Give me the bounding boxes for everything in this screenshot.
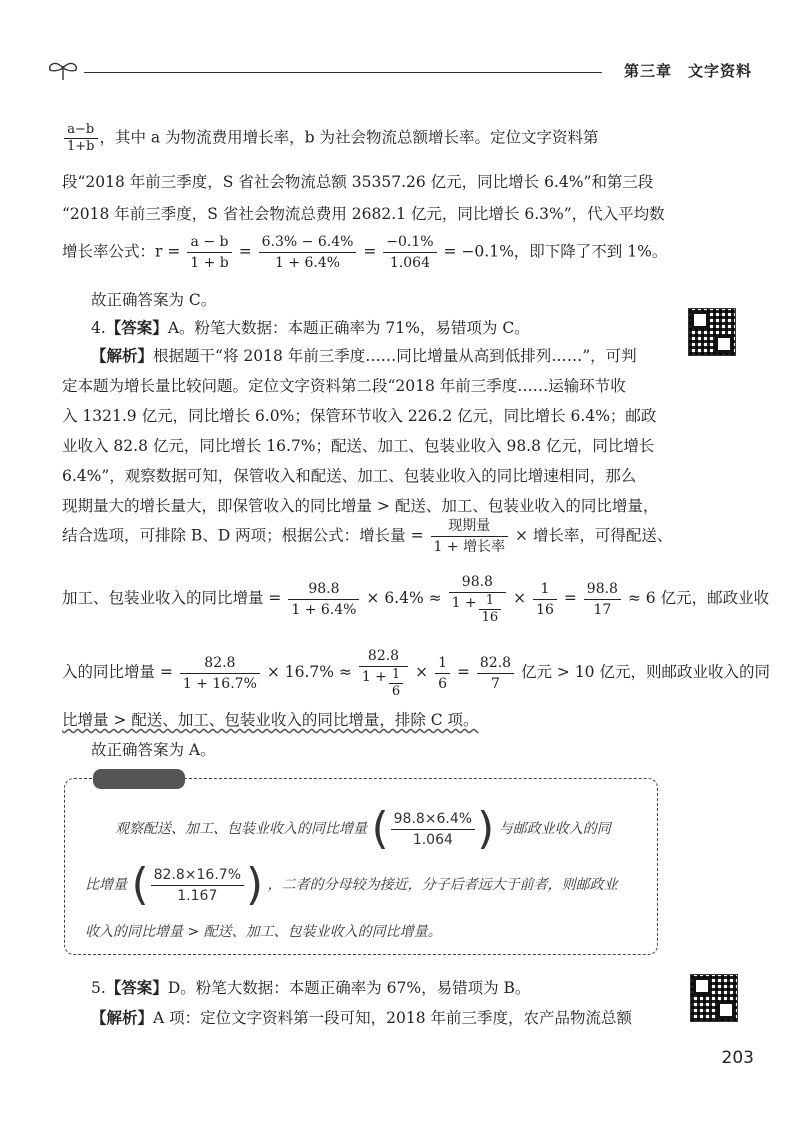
q4-line9: 入的同比增量 = $\frac{82.8}{1 + 16.7\%}$ × 16.7% ≈ 82.8 1 + $\frac{1}{6}$ × $\frac{1}{6}$ = $\frac{82.8}{7}$ 亿元 > 10 亿元，则邮政业收入的同 xyxy=(62,648,770,699)
page-number: 203 xyxy=(721,1048,754,1068)
q5-answer-line: 5.【答案】D。粉笔大数据：本题正确率为 67%，易错项为 B。 xyxy=(91,979,531,997)
qr-code-icon[interactable] xyxy=(688,308,736,356)
chapter-title xyxy=(624,60,752,81)
tip-badge-icon xyxy=(93,769,185,789)
frac-98.8-over-17: $\frac{98.8}{17}$ xyxy=(584,579,621,620)
q4-line10: 比增量 > 配送、加工、包装业收入的同比增量，排除 C 项。 xyxy=(62,711,479,729)
q4-analysis-line1: 【解析】根据题干“将 2018 年前三季度……同比增量从高到低排列……”，可判 xyxy=(91,347,637,365)
qr-code-icon[interactable] xyxy=(690,974,738,1022)
answer-tag: 【答案】 xyxy=(105,979,168,997)
sprout-icon xyxy=(46,58,80,82)
frac-98.8-nested: 98.8 1 + $\frac{1}{16}$ xyxy=(449,572,507,626)
answer-tag: 【答案】 xyxy=(105,319,168,337)
p1-answer: 故正确答案为 C。 xyxy=(91,291,217,309)
q4-line7: 结合选项，可排除 B、D 两项；根据公式：增长量 = $\frac{\text{现期量}}{\text{1 + 增长率}}$ × 增长率，可得配送、 xyxy=(62,518,673,555)
tip-line2: 比增量 ( $\frac{82.8\times 16.7\%}{1.167}$ ) ，二者的分母较为接近，分子后者远大于前者，则邮政业 xyxy=(85,859,618,910)
tip-line3: 收入的同比增量 > 配送、加工、包装业收入的同比增量。 xyxy=(85,924,442,940)
q4-answer: 故正确答案为 A。 xyxy=(91,741,216,759)
formula-fraction-1: $\frac{a - b}{1 + b}$ xyxy=(187,232,232,273)
tip-line1: 观察配送、加工、包装业收入的同比增量 ( $\frac{98.8\times 6.4\%}{1.064}$ ) 与邮政业收入的同 xyxy=(115,803,611,854)
frac-82.8-over-1.167: $\frac{82.8}{1 + 16.7\%}$ xyxy=(180,653,260,694)
frac-98.8-over-1.064: $\frac{98.8}{1 + 6.4\%}$ xyxy=(288,579,359,620)
frac-1-over-16: $\frac{1}{16}$ xyxy=(533,579,557,620)
analysis-tag: 【解析】 xyxy=(91,1009,154,1027)
header-rule xyxy=(84,72,602,73)
p1-line2: 段“2018 年前三季度，S 省社会物流总额 35357.26 亿元，同比增长 6.4%”和第三段 xyxy=(62,173,654,191)
q4-line6: 现期量大的增长量大，即保管收入的同比增量 > 配送、加工、包装业收入的同比增量， xyxy=(62,497,659,515)
page-header xyxy=(46,58,752,88)
formula-fraction-2: $\frac{6.3\% - 6.4\%}{1 + 6.4\%}$ xyxy=(259,232,357,273)
p1-line1: $\frac{a-b}{1+b}$ ，其中 a 为物流费用增长率，b 为社会物流总额增长率。定位文字资料第 xyxy=(62,122,598,155)
q4-line4: 业收入 82.8 亿元，同比增长 16.7%；配送、加工、包装业收入 98.8 亿元，同比增长 xyxy=(62,437,655,455)
q4-line2: 定本题为增长量比较问题。定位文字资料第二段“2018 年前三季度……运输环节收 xyxy=(62,377,626,395)
analysis-tag: 【解析】 xyxy=(91,347,154,365)
p1-line3: “2018 年前三季度，S 省社会物流总费用 2682.1 亿元，同比增长 6.3%”，代入平均数 xyxy=(62,205,665,223)
q4-line3: 入 1321.9 亿元，同比增长 6.0%；保管环节收入 226.2 亿元，同比增长 6.4%；邮政 xyxy=(62,407,657,425)
section-title: 文字资料 xyxy=(687,62,752,80)
frac-82.8-over-7: $\frac{82.8}{7}$ xyxy=(477,653,514,694)
q4-line8: 加工、包装业收入的同比增量 = $\frac{98.8}{1 + 6.4\%}$ × 6.4% ≈ 98.8 1 + $\frac{1}{16}$ × $\frac{1}{16}$ = $\frac{98.8}{17}$ ≈ 6 亿元，邮政业收 xyxy=(62,574,770,625)
q4-line5: 6.4%”，观察数据可知，保管收入和配送、加工、包装业收入的同比增速相同，那么 xyxy=(62,467,637,485)
frac-82.8-nested: 82.8 1 + $\frac{1}{6}$ xyxy=(359,646,408,700)
fraction-a-b: $\frac{a-b}{1+b}$ xyxy=(64,122,98,155)
q5-analysis-line1: 【解析】A 项：定位文字资料第一段可知，2018 年前三季度，农产品物流总额 xyxy=(91,1009,633,1027)
p1-line4: 增长率公式：r = $\frac{a - b}{1 + b}$ = $\frac{6.3\% - 6.4\%}{1 + 6.4\%}$ = $\frac{-0.1\%}{1.064}$ = −0.1%，即下降了不到 1%。 xyxy=(62,234,668,271)
chapter-number: 第三章 xyxy=(623,62,672,80)
growth-formula-fraction: $\frac{\text{现期量}}{\text{1 + 增长率}}$ xyxy=(431,516,509,557)
q4-answer-line: 4.【答案】A。粉笔大数据：本题正确率为 71%，易错项为 C。 xyxy=(91,319,530,337)
tip-box xyxy=(64,778,658,955)
formula-fraction-3: $\frac{-0.1\%}{1.064}$ xyxy=(383,232,436,273)
frac-1-over-6: $\frac{1}{6}$ xyxy=(435,653,450,694)
